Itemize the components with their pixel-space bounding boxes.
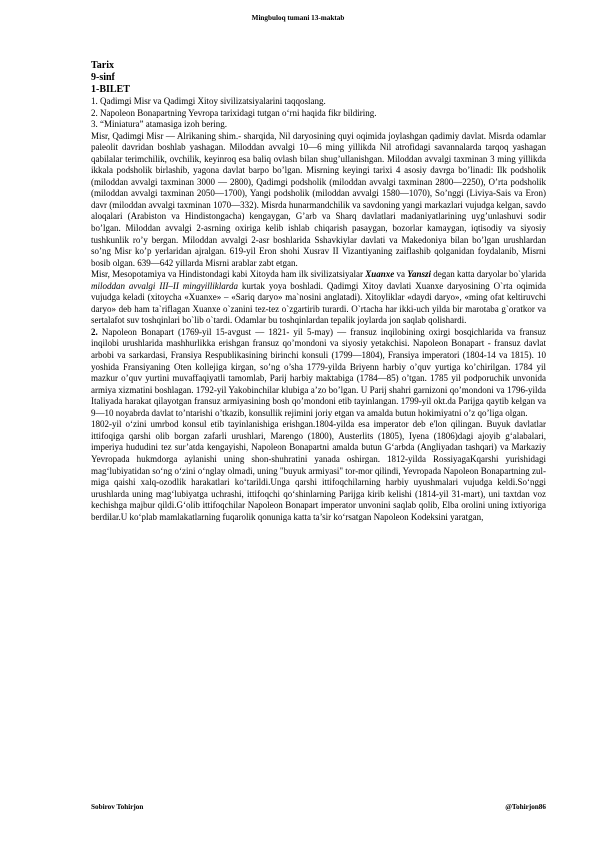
paragraph-napoleon xyxy=(91,327,546,419)
paragraph-napoleon-continued: 1802-yil o‘zini umrbod konsul etib tayinlanishiga erishgan.1804-yilda esa imperator deb e'lon qilingan. Buyuk davlatlar ittifoqiga qarshi olib borgan zafarli urushlari, Marengo (1800), Austerlits (1805), Iyena (1806)dagi ajoyib g‘alabalari, imperiya hududini tez sur’atda kengayishi, Napoleon Bonapartni amalda butun G‘arbda (Angliyadan tashqari) va Markaziy Yevropada hukmdorga aylanishi uning shon-shuhratini yanada oshirgan. 1812-yilda RossiyagaKqarshi yurishidagi mag‘lubiyatidan so‘ng o‘zini o‘nglay olmadi, uning "buyuk armiyasi" tor-mor qilindi, Yevropada Napoleon Bonapartning zul-miga qaishi xalq-ozodlik harakatlari ko‘tarildi.Unga qarshi ittifoqchilarning harbiy uyushmalari vujudga keldi.So‘nggi urushlarda uning mag‘lubiyatga uchrashi, ittifoqchi qo‘shinlarning Parijga kirib kelishi (1814-yil 31-mart), uni taxtdan voz kechishga majbur qildi.G‘olib ittifoqchilar Napoleon Bonapart imperator unvonini saqlab qolib, Elba orolini uning ixtiyoriga berdilar.U ko‘plab mamlakatlarning fuqarolik qonuniga katta ta’sir ko‘rsatgan Napoleon Kodeksini yaratgan, xyxy=(91,419,546,522)
footer-author: Sobirov Tohirjon xyxy=(91,803,144,811)
page-header: Mingbuloq tumani 13-maktab xyxy=(251,14,345,22)
text-run: Misr, Mesopotamiya va Hindistondagi kabi Xitoyda ham ilk sivilizatsiyalar xyxy=(91,269,366,280)
question-1: 1. Qadimgi Misr va Qadimgi Xitoy sivilizatsiyalarini taqqoslang. xyxy=(91,96,326,106)
text-run: Napoleon Bonapart (1769-yil 15-avgust — 1821- yil 5-may) — fransuz inqilobining oxirgi bosqichlarida va fransuz inqilobi urushlarida mashhurlikka erishgan fransuz qo’mondoni va siyosiy yetakchisi. Napoleon Bonapart - fransuz davlat arbobi va sarkardasi, Fransiya Respublikasining birinchi konsuli (1799—1804), Fransiya imperatori (1804-14 va 1815). 10 yoshida Fransiyaning Oten kollejiga kirgan, so’ng o’sha 1779-yilda Briyenn harbiy o’quv yurtiga ko’chirilgan. 1784 yil mazkur o’quv yurtini muvaffaqiyatli tamomlab, Parij harbiy maktabiga (1784—85) o’tgan. 1785 yil podporuchik unvonida armiya xizmatini boshlagan. 1792-yil Yakobinchilar klubiga a’zo bo’lgan. U Parij shahri garnizoni qo’mondoni va 1796-yilda Italiyada harakat qilayotgan fransuz armiyasining bosh qo’mondoni etib tayinlangan. 1799-yil okt.da Parijga qaytib kelgan va 9—10 noyabrda davlat to’ntarishi o’tkazib, konsullik rejimini joriy etgan va amalda butun hokimiyatni o’z qo’liga olgan. xyxy=(91,326,546,418)
footer-handle: @Tohirjon86 xyxy=(505,803,546,811)
grade-heading: 9-sinf xyxy=(91,72,115,83)
answer-number: 2. xyxy=(91,326,98,337)
document-body xyxy=(91,60,546,523)
question-3: 3. “Miniatura” atamasiga izoh bering. xyxy=(91,119,227,130)
question-2: 2. Napoleon Bonapartning Yevropa tarixidagi tutgan o‘rni haqida fikr bildiring. xyxy=(91,107,377,118)
river-name: Xuanxe xyxy=(365,269,395,280)
paragraph-china xyxy=(91,269,546,327)
text-run: va xyxy=(394,269,408,280)
text-run: kurtak yoya boshladi. Qadimgi Xitoy davlati Xuanxe daryosining O`rta oqimida vujudga keladi (xitoycha «Xuanxe» – «Sariq daryo» ma`nosini anglatadi). Xitoyliklar «daydi daryo», «ming ofat keltiruvchi daryo» deb ham ta`riflagan Xuanxe o`zanini tez-tez o`zgartirib turardi. O`rtacha har ikki-uch yilda bir marotaba g`oratkor va sertalafot suv toshqinlari bo`lib o`tardi. Odamlar bu toshqinlardan tepalik joylarda jon saqlab qolishardi. xyxy=(91,280,546,326)
ticket-heading: 1-BILET xyxy=(91,84,130,95)
river-name: Yanszi xyxy=(407,269,431,280)
subject-heading: Tarix xyxy=(91,60,114,71)
paragraph-egypt: Misr, Qadimgi Misr — Alrikaning shim.- sharqida, Nil daryosining quyi oqimida joylashgan qadimiy davlat. Misrda odamlar paleolit davridan boshlab yashagan. Miloddan avvalgi 10—6 ming yillikda Nil atrofidagi savannalarda tarqoq yashagan qabilalar terimchilik, ovchilik, keyinroq esa baliq ovlash bilan shug’ullanishgan. Miloddan avvalgi taxminan 3 ming yillikda ikkala podsholik birlashib, yagona davlat barpo bo’lgan. Misrning keyingi tarixi 4 asosiy davrga bo’linadi: Ilk podsholik (miloddan avvalgi taxminan 3000 — 2800), Qadimgi podsholik (miloddan avvalgi taxminan 2800—2250), O’rta podsholik (miloddan avvalgi taxminan 2050—1700), Yangi podsholik (miloddan avvalgi 1580—1070), So’nggi (Liviya-Sais va Eron) davr (miloddan avvalgi taxminan 1070—332). Misrda hunarmandchilik va savdoning yangi markazlari vujudga kelgan, savdo aloqalari (Arabiston va Hindistongacha) kengaygan, G’arb va Sharq davlatlari madaniyatlarining uyg’unlashuvi sodir bo’lgan. Miloddan avvalgi 2-asrning oxiriga kelib ishlab chiqarish pasaygan, bozorlar kamaygan, iqtisodiy va siyosiy tushkunlik ro’y bergan. Miloddan avvalgi 2-asr boshlarida Sshavkiylar davlati va Makedoniya bilan bo’lgan urushlardan so’ng Misr ko’p yerlaridan ajralgan. 619-yil Eron shohi Xusrav II Vizantiyaning zaiflashib qolganidan foydalanib, Misrni bosib olgan. 639—642 yillarda Misrni arablar zabt etgan. xyxy=(91,130,546,268)
text-run: degan katta daryolar bo`ylarida xyxy=(430,269,546,280)
emphasis-period: miloddan avvalgi III–II mingyilliklarda xyxy=(91,280,238,291)
